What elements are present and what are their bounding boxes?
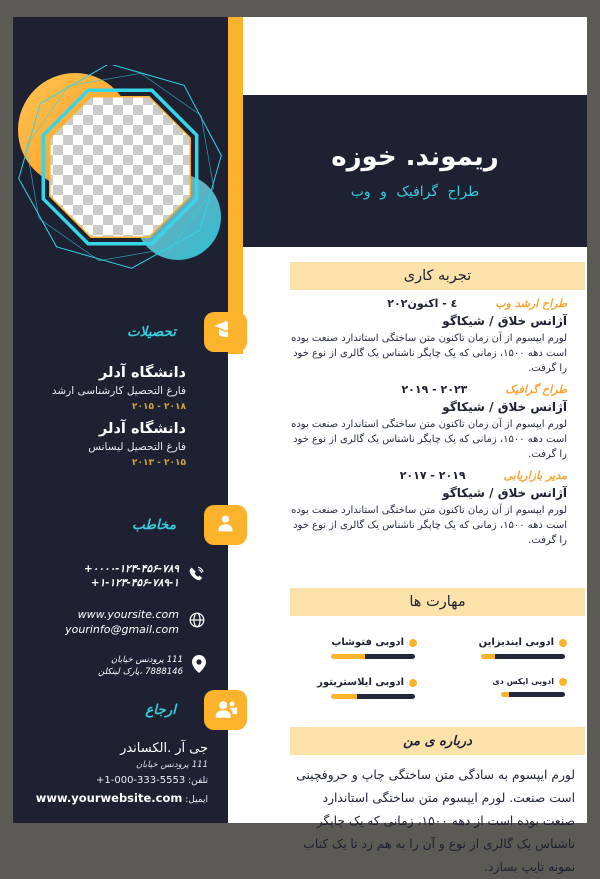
skills-grid	[243, 637, 587, 699]
bullet-dot-icon	[409, 639, 417, 647]
education-entry	[21, 365, 186, 412]
skill-label: ادوبی ایندیزاین	[478, 637, 554, 648]
contact-phone-row	[13, 562, 228, 590]
email-address: yourinfo@gmail.com	[65, 623, 179, 636]
reference-header	[13, 690, 228, 730]
experience-title: تجربه کاری	[403, 268, 472, 284]
about-title: درباره ی من	[403, 734, 472, 749]
map-pin-icon	[192, 655, 206, 677]
skill-label: ادوبی فتوشاپ	[331, 637, 404, 648]
about-paragraph: لورم ایپسوم به سادگی متن ساختگی چاپ و حروفچینی است صنعت. لورم ایپسوم متن ساختگی استاندارد صنعت بوده است از دهه ۱۵۰۰، زمانی که یک چاپگر ناشناس یک گالری از نوع و آن را به هم زد تا یک کتاب نمونه تایپ بسازد.	[296, 768, 575, 874]
contact-web-row	[13, 607, 228, 637]
phone-value: +1-000-333-5553	[96, 775, 186, 786]
experience-entry	[243, 469, 587, 548]
bullet-dot-icon	[559, 639, 567, 647]
company-name: آژانس خلاق / شیکاگو	[442, 400, 567, 414]
contact-address-row	[13, 654, 228, 678]
job-date: ۲۰۲٤ - اکنون	[387, 297, 458, 310]
skill-item	[417, 637, 567, 659]
job-title: مدیر بازاریابی	[503, 469, 567, 482]
contact-title: مخاطب	[131, 517, 176, 533]
contact-tab	[204, 505, 247, 545]
phone-number: +۰۰۰۰-۱۲۳-۴۵۶-۷۸۹	[83, 563, 179, 575]
degree: فارغ التحصیل کارشناسی ارشد	[51, 385, 186, 397]
photo-placeholder	[13, 65, 228, 315]
address-line-1: خیابان پرودنس 111	[111, 655, 183, 665]
photo-octagon-checker	[50, 97, 190, 237]
address-line-2: لینکلن پارک، 7888146	[98, 667, 183, 677]
contact-header	[13, 505, 228, 545]
skills-band	[290, 588, 585, 616]
education-entry	[21, 421, 186, 468]
reference-address: خیابان پرودنس 111	[136, 760, 208, 770]
contact-section	[13, 505, 228, 678]
reference-title: ارجاع	[145, 702, 176, 718]
skill-item	[267, 677, 417, 699]
education-date: ۲۰۱۵ - ۲۰۱۸	[132, 402, 186, 412]
reference-email	[21, 791, 208, 805]
reference-tab	[204, 690, 247, 730]
website-url: www.yoursite.com	[77, 608, 179, 621]
company-name: آژانس خلاق / شیکاگو	[442, 486, 567, 500]
degree: فارغ التحصیل لیسانس	[88, 441, 186, 453]
phone-icon	[188, 565, 206, 587]
skill-bar	[331, 694, 415, 699]
job-title: طراح گرافیک	[505, 383, 567, 396]
skill-item	[267, 637, 417, 659]
education-date: ۲۰۱۳ - ۲۰۱۵	[132, 458, 186, 468]
skill-bar	[501, 692, 565, 697]
job-title: طراح ارشد وب	[495, 297, 567, 310]
people-group-icon	[213, 698, 239, 723]
bullet-dot-icon	[559, 678, 567, 686]
job-description: لورم ایپسوم از آن زمان تاکنون متن ساختگی استاندارد صنعت بوده است دهه ۱۵۰۰، زمانی که یک چاپگر ناشناس یک گالری از نوع خود را گرفت.	[291, 419, 567, 460]
company-name: آژانس خلاق / شیکاگو	[442, 314, 567, 328]
accent-stripe	[228, 17, 243, 354]
education-section	[13, 312, 228, 468]
education-header	[13, 312, 228, 352]
globe-icon	[188, 611, 206, 633]
skills-title: مهارت ها	[409, 594, 466, 610]
page	[13, 17, 587, 874]
person-name: ریموند. خوزه	[331, 142, 499, 172]
skill-bar	[331, 654, 415, 659]
job-description: لورم ایپسوم از آن زمان تاکنون متن ساختگی استاندارد صنعت بوده است دهه ۱۵۰۰، زمانی که یک چاپگر ناشناس یک گالری از نوع خود را گرفت.	[291, 505, 567, 546]
reference-name: الکساندر. آر جی	[120, 741, 208, 756]
name-header	[243, 95, 587, 247]
email-value: www.yourwebsite.com	[35, 791, 183, 805]
bullet-dot-icon	[409, 679, 417, 687]
experience-band	[290, 262, 585, 290]
school-name: دانشگاه آدلر	[99, 421, 186, 437]
reference-phone	[21, 775, 208, 786]
skill-bar	[481, 654, 565, 659]
job-date: ۲۰۱۹ - ۲۰۲۳	[401, 383, 468, 396]
main-column	[243, 17, 587, 874]
person-role: طراح گرافیک و وب	[350, 184, 480, 200]
experience-entry	[243, 383, 587, 462]
job-description: لورم ایپسوم از آن زمان تاکنون متن ساختگی استاندارد صنعت بوده است دهه ۱۵۰۰، زمانی که یک چاپگر ناشناس یک گالری از نوع خود را گرفت.	[291, 333, 567, 374]
reference-section	[13, 690, 228, 805]
skill-label: ادوبی ایکس دی	[492, 677, 554, 686]
email-label: ایمیل:	[185, 795, 208, 805]
phone-label: تلفن:	[188, 776, 208, 786]
skill-label: ادوبی ایلاستریتور	[317, 677, 404, 688]
about-band	[290, 727, 585, 755]
job-date: ۲۰۱۷ - ۲۰۱۹	[399, 469, 466, 482]
sidebar	[13, 17, 228, 823]
skill-item	[417, 677, 567, 699]
phone-number: +۱-۱۲۳-۴۵۶-۷۸۹-۱	[90, 577, 179, 589]
education-title: تحصیلات	[126, 324, 176, 340]
school-name: دانشگاه آدلر	[99, 365, 186, 381]
person-icon	[215, 513, 236, 538]
experience-entry	[243, 297, 587, 376]
experience-list	[243, 297, 587, 548]
